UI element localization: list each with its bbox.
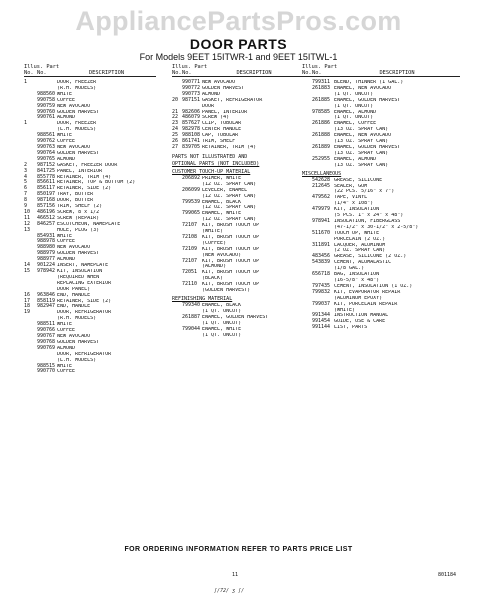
part-number: 990772 [182, 84, 201, 91]
part-number: 261888 [312, 132, 331, 139]
part-description: (1 QT. UNCUT) [202, 332, 242, 338]
part-number: 212645 [312, 182, 331, 189]
part-description: ALMOND [57, 156, 76, 162]
parts-column-1 [24, 64, 156, 375]
part-description: ENAMEL, ALMOND [334, 156, 377, 162]
part-description: (1 QT. UNCUT) [334, 91, 374, 97]
part-number: 261887 [182, 313, 201, 320]
part-number: 988108 [182, 132, 201, 139]
part-number: 799340 [182, 302, 201, 308]
illus-no [302, 163, 312, 169]
header-illus-part: Illus. Part [24, 64, 60, 70]
part-description: GREASE, SILICONE [334, 177, 383, 183]
part-number: 799044 [182, 325, 201, 332]
part-row [172, 333, 306, 339]
part-description: WHITE [57, 91, 73, 97]
section-heading-refinishing: REFINISHING MATERIAL [172, 296, 233, 302]
part-description: RETAINER, SIDE (2) [57, 298, 112, 304]
part-number: 990768 [37, 338, 56, 345]
parts-list [302, 178, 460, 332]
part-description: ENAMEL, BLACK [202, 199, 242, 205]
part-description: CENTER HANDLE [202, 127, 242, 133]
part-description: DOOR, REFRIGERATOR [57, 310, 112, 316]
part-description: TRIM, SHELF [202, 139, 236, 145]
page-subtitle: For Models 9EET 15ITWR-1 and 9EET 15ITWL-1 [139, 52, 338, 62]
part-number: 479562 [312, 194, 331, 201]
part-description: DOOR PANEL) [57, 286, 91, 292]
part-description: (L.H. MODELS) [57, 127, 97, 133]
part-description: (13 OZ. SPRAY CAN) [334, 139, 389, 145]
part-number: 991344 [312, 312, 331, 319]
part-description: BAG, INSULATION [334, 272, 380, 278]
part-description: GOLDEN HARVEST [57, 150, 100, 156]
part-number: 542628 [312, 176, 331, 183]
part-number: 72108 [182, 233, 198, 240]
part-number: 990771 [182, 79, 201, 85]
part-number: 987152 [37, 161, 56, 168]
part-number: 856117 [37, 185, 56, 192]
part-description: (WHITE) [202, 229, 224, 235]
header-no: No. [24, 70, 34, 76]
part-number: 990762 [37, 138, 56, 145]
part-description: KIT, EVAPORATOR REPAIR [334, 289, 401, 295]
page-title: DOOR PARTS [189, 36, 288, 52]
part-number: 799065 [182, 210, 201, 217]
part-number: 206892 [182, 174, 201, 181]
part-description: COFFEE [57, 239, 76, 245]
part-number: 466512 [37, 214, 56, 221]
section-heading-miscellaneous: MISCELLANEOUS [302, 170, 342, 177]
part-description: ENAMEL, COFFEE [334, 121, 377, 127]
part-description: KIT, BRUSH TOUCH UP [202, 246, 260, 252]
part-description: ALMOND [202, 91, 221, 97]
part-number: 988978 [37, 238, 56, 245]
illus-no: 22 [172, 114, 179, 121]
part-description: LACQUER, ALUMINUM [334, 242, 386, 248]
part-description: PORCELAIN (2 OZ.) [334, 236, 386, 242]
part-number: 990770 [37, 368, 56, 375]
part-description: (47-1/2" x 30-1/2" x 2-5/8") [334, 224, 419, 230]
part-description: RETAINER, TRIM (4) [57, 174, 112, 180]
part-number: 799539 [182, 198, 201, 205]
part-description: (1 QT. UNCUT) [202, 320, 242, 326]
part-description: DOOR, FREEZER [57, 121, 97, 127]
illus-no: 25 [172, 132, 179, 139]
part-description: (2 OZ. SPRAY CAN) [334, 248, 386, 254]
illus-no: 20 [172, 96, 179, 103]
part-number: 990760 [37, 108, 56, 115]
part-description: TOUCH UP, WHITE [334, 230, 380, 236]
part-description: (16-5/8" x 48") [334, 278, 380, 283]
part-number: 978585 [312, 108, 331, 115]
part-number: 978942 [37, 268, 56, 274]
part-number: 857156 [37, 203, 56, 210]
illus-no: 8 [24, 197, 28, 204]
part-number: 846257 [37, 220, 56, 227]
part-description: GASKET, REFRIGERATOR [202, 97, 263, 103]
illus-no: 10 [24, 208, 31, 215]
part-number: 990761 [37, 114, 56, 121]
part-description: DOOR, BUTTER [57, 198, 94, 204]
illus-no: 15 [24, 268, 31, 274]
illus-no: 6 [24, 185, 28, 192]
part-number: 990767 [37, 332, 56, 339]
part-number: 990759 [37, 102, 56, 109]
part-description: CEMENT, ALUMALASTIC [334, 260, 392, 266]
part-description: REPLACING EXTERIOR [57, 280, 112, 286]
part-description: ENAMEL, GOLDEN HARVEST [334, 97, 401, 103]
parts-list [172, 80, 306, 151]
header-part-no: No. [312, 70, 322, 76]
illus-no: 24 [172, 126, 179, 133]
part-description: CAP, TUBULAR [202, 133, 239, 139]
part-description: KIT, BRUSH TOUCH UP [202, 234, 260, 240]
illus-no: 13 [24, 226, 31, 233]
part-description: COFFEE [57, 139, 76, 145]
part-description: END, HANDLE [57, 304, 91, 310]
part-number: 982606 [182, 108, 201, 115]
part-description: KIT, BRUSH TOUCH UP [202, 258, 260, 264]
part-number: 990769 [37, 344, 56, 351]
part-number: 799311 [312, 79, 331, 85]
part-description: GREASE, SILICONE (2 OZ.) [334, 254, 407, 260]
part-description: END, HANDLE [57, 292, 91, 298]
part-number: 72051 [182, 269, 198, 276]
illus-no [24, 369, 37, 375]
part-description: ENAMEL, GOLDEN HARVEST [202, 314, 269, 320]
part-description: SCREW, 8 x 1/2 [57, 209, 100, 215]
part-number [182, 333, 202, 339]
part-number: 261885 [312, 96, 331, 103]
part-number: 656718 [312, 271, 331, 278]
illus-no [172, 333, 182, 339]
parts-list [24, 80, 156, 375]
part-number: 854931 [37, 232, 56, 239]
column-header [24, 64, 156, 77]
part-description: (L.H. MODELS) [57, 357, 97, 363]
part-description: TRIM, SHELF (2) [57, 204, 103, 210]
part-description: NEW AVOCADO [57, 245, 91, 251]
part-description: (R.H. MODELS) [57, 316, 97, 322]
part-description: (GOLDEN HARVEST) [202, 288, 251, 294]
part-number: 72110 [182, 281, 198, 288]
part-number: 990758 [37, 96, 56, 103]
part-description: WHITE [57, 363, 73, 369]
part-description: ENAMEL, WHITE [202, 211, 242, 217]
part-description: (12 OZ. SPRAY CAN) [202, 181, 257, 187]
parts-column-3 [302, 64, 460, 331]
part-number: 988515 [37, 362, 56, 369]
part-description: LIST, PARTS [334, 325, 368, 331]
ordering-footer: FOR ORDERING INFORMATION REFER TO PARTS PRICE LIST [124, 546, 353, 553]
part-number: 261883 [312, 84, 331, 91]
illus-no: 12 [24, 220, 31, 227]
part-description: DOOR [202, 103, 215, 109]
part-description: (12 OZ. SPRAY CAN) [202, 205, 257, 211]
column-header [172, 64, 306, 77]
part-number: 543839 [312, 259, 331, 266]
part-description: RETAINER, SIDE (2) [57, 186, 112, 192]
part-number: 858119 [37, 297, 56, 304]
part-number: 987151 [182, 96, 201, 103]
part-description: ESCUTCHEON, NAMEPLATE [57, 221, 121, 227]
illus-no: 26 [172, 138, 179, 145]
document-code: 801184 [438, 572, 457, 578]
part-description: ENAMEL, GOLDEN HARVEST [334, 144, 401, 150]
part-description: LEVELER, ENAMEL [202, 187, 248, 193]
part-description: BLEND, THINNER (1 GAL.) [334, 80, 404, 85]
part-number: 797435 [312, 282, 331, 289]
part-number: 841725 [37, 167, 56, 174]
part-description: GOLDEN HARVEST [202, 85, 245, 91]
part-description: (WHITE) [334, 307, 356, 313]
part-description: (12 OZ. SPRAY CAN) [202, 193, 257, 199]
part-number: 856611 [37, 179, 56, 186]
part-number: 511670 [312, 229, 331, 236]
part-description: (5 PCS. 1" x 24" x 48") [334, 213, 404, 219]
part-number: 799832 [312, 288, 331, 295]
part-description: KIT, PORCELAIN REPAIR [334, 301, 398, 307]
parts-list [172, 303, 306, 338]
note-line: PARTS NOT ILLUSTRATED AND [172, 153, 248, 160]
part-number: 311891 [312, 241, 331, 248]
part-description: (22 PCS. 5/16" x 7") [334, 189, 395, 195]
part-description: (12 OZ. SPRAY CAN) [202, 217, 257, 223]
part-description: (13 OZ. SPRAY CAN) [334, 150, 389, 156]
part-description: WHITE [57, 233, 73, 239]
part-number: 978941 [312, 217, 331, 224]
part-description: (R.H. MODELS) [57, 85, 97, 91]
part-description: ENAMEL, BLACK [202, 303, 242, 308]
part-description: (NEW AVOCADO) [202, 252, 242, 258]
part-description: ENAMEL, NEW AVOCADO [334, 85, 392, 91]
part-description: SCREW (REPAIR) [57, 215, 100, 221]
part-description: INSERT, NAMEPLATE [57, 263, 109, 269]
part-description: ALMOND [57, 115, 76, 121]
part-number: 982947 [37, 303, 56, 310]
part-description: KIT, BRUSH TOUCH UP [202, 282, 260, 288]
part-description: (13 OZ. SPRAY CAN) [334, 162, 389, 168]
illus-no: 21 [172, 108, 179, 115]
part-number: 988560 [37, 90, 56, 97]
part-number: 839705 [182, 143, 201, 150]
part-number: 261886 [312, 120, 331, 127]
part-number: 252955 [312, 155, 331, 162]
part-number: 988511 [37, 321, 56, 328]
part-number: 988980 [37, 244, 56, 251]
parts-list [172, 176, 306, 294]
parts-list [302, 80, 460, 169]
parts-column-2 [172, 64, 306, 338]
part-description: (1 QT. UNCUT) [334, 103, 374, 109]
header-description: DESCRIPTION [379, 70, 415, 76]
part-description: COFFEE [57, 97, 76, 103]
part-number: 990765 [37, 155, 56, 162]
part-number: 479979 [312, 206, 331, 213]
part-description: COFFEE [57, 328, 76, 334]
part-number [312, 163, 334, 169]
part-description: GOLDEN HARVEST [57, 339, 100, 345]
part-number: 486079 [182, 114, 201, 121]
part-description: (1/8 GAL.) [334, 266, 365, 272]
part-description: (COFFEE) [202, 240, 227, 246]
part-description: NEW AVOCADO [57, 333, 91, 339]
part-description: TAPE, VINYL [334, 195, 368, 201]
illus-no: 14 [24, 262, 31, 269]
header-description: DESCRIPTION [88, 70, 125, 76]
part-number: 988979 [37, 250, 56, 257]
page-number: 11 [232, 572, 239, 578]
part-description: ENAMEL, ALMOND [334, 109, 377, 115]
illus-no: 18 [24, 303, 31, 310]
part-description: WHITE [57, 322, 73, 328]
header-part-no: No. [37, 70, 47, 76]
part-description: HOLE, PLUG (3) [57, 227, 100, 233]
part-description: (1 QT. UNCUT) [202, 308, 242, 314]
watermark-text: AppliancePartsPros.com [75, 6, 402, 36]
part-description: KIT, INSULATION [334, 207, 380, 213]
part-number: 261889 [312, 143, 331, 150]
part-description: RETAINER, TOP & BOTTOM (2) [57, 180, 136, 186]
part-description: INSULATION, FIBERGLASS [334, 218, 401, 224]
part-number: 72109 [182, 245, 198, 252]
part-description: (1/4" x 108") [334, 201, 374, 207]
note-line: OPTIONAL PARTS (NOT INCLUDED) [172, 160, 260, 167]
illus-no: 11 [24, 214, 31, 221]
part-number: 483456 [312, 253, 331, 260]
illus-no: 23 [172, 120, 179, 127]
part-number: 901224 [37, 262, 56, 269]
illus-no [172, 288, 182, 294]
part-description: ENAMEL, WHITE [202, 326, 242, 332]
part-description: (1 QT. UNCUT) [334, 115, 374, 121]
part-description: CLIP, TUBULAR [202, 121, 242, 127]
part-description: GUIDE, USE & CARE [334, 319, 386, 325]
illus-no: 16 [24, 291, 31, 298]
part-description: GOLDEN HARVEST [57, 109, 100, 115]
part-description: ENAMEL, NEW AVOCADO [334, 133, 392, 139]
header-no: No. [172, 70, 182, 76]
part-number: 990763 [37, 143, 56, 150]
illus-no: 7 [24, 191, 28, 198]
part-description: DOOR, REFRIGERATOR [57, 351, 112, 357]
part-description: KIT, INSULATION [57, 269, 103, 274]
part-description: KIT, BRUSH TOUCH UP [202, 270, 260, 276]
part-number: 982978 [182, 126, 201, 133]
part-number: 990773 [182, 90, 201, 97]
part-number: 990764 [37, 149, 56, 156]
illus-no: 19 [24, 309, 31, 316]
part-description: PANEL, INTERIOR [202, 109, 248, 115]
part-number: 857627 [182, 120, 201, 127]
part-description: (ALMOND) [202, 264, 227, 270]
header-no: No. [302, 70, 312, 76]
part-row [302, 325, 460, 331]
part-description: TRAY, BUTTER [57, 192, 94, 198]
illus-no: 3 [24, 167, 28, 174]
part-description: INSTRUCTION MANUAL [334, 313, 389, 319]
illus-no: 1 [24, 79, 28, 85]
header-part-no: No. [182, 70, 192, 76]
part-description: (REQUIRED WHEN [57, 274, 100, 280]
illus-no: 4 [24, 173, 28, 180]
part-number: 988977 [37, 256, 56, 263]
part-row [24, 369, 156, 375]
part-number: 987168 [37, 197, 56, 204]
part-number: 72107 [182, 257, 198, 264]
illus-no: 5 [24, 179, 28, 186]
column-header [302, 64, 460, 77]
part-description: (13 OZ. SPRAY CAN) [334, 127, 389, 133]
illus-no [302, 325, 312, 331]
part-description: (BLACK) [202, 276, 224, 282]
illus-no: 1 [24, 120, 28, 127]
part-number: 963846 [37, 291, 56, 298]
section-heading-touch-up: CUSTOMER TOUCH-UP MATERIAL [172, 168, 251, 175]
header-illus-part: Illus. Part [172, 64, 208, 70]
part-row [172, 288, 306, 294]
part-description: PANEL, INTERIOR [57, 168, 103, 174]
part-description: NEW AVOCADO [57, 103, 91, 109]
illus-no: 2 [24, 161, 28, 168]
part-description: NEW AVOCADO [202, 80, 236, 85]
part-description: ALMOND [57, 257, 76, 263]
part-number: 486196 [37, 208, 56, 215]
part-description: CEMENT, INSULATION (1 OZ.) [334, 283, 413, 289]
part-description: DOOR, FREEZER [57, 80, 97, 85]
part-description: ALMOND [57, 345, 76, 351]
part-description: COFFEE [57, 369, 76, 375]
part-number: 850197 [37, 191, 56, 198]
illus-no: 9 [24, 203, 28, 210]
part-description: SEALER, GUM [334, 183, 368, 189]
part-description: PRIMER, WHITE [202, 175, 242, 181]
part-number: 861741 [182, 138, 201, 145]
part-number: 855778 [37, 173, 56, 180]
part-row [172, 145, 306, 151]
part-number: 206099 [182, 186, 201, 193]
header-illus-part: Illus. Part [302, 64, 338, 70]
part-number: 991454 [312, 318, 331, 325]
part-description: GASKET, FREEZER DOOR [57, 162, 118, 168]
part-description: RETAINER, TRIM (4) [202, 144, 257, 150]
part-row [302, 163, 460, 169]
part-number: 991144 [312, 324, 331, 331]
part-number: 799037 [312, 300, 331, 307]
header-description: DESCRIPTION [236, 70, 272, 76]
part-description: KIT, BRUSH TOUCH UP [202, 223, 260, 229]
part-number [182, 288, 202, 294]
illus-no: 17 [24, 297, 31, 304]
part-description: SCREW (4) [202, 115, 230, 121]
part-number: 990766 [37, 327, 56, 334]
handwritten-mark: ʃ/72/ ʒ ʃ/ [214, 588, 245, 594]
part-number: 72107 [182, 222, 198, 229]
illus-no: 27 [172, 143, 179, 150]
part-description: (ALUMINUM EPOXY) [334, 295, 383, 301]
part-number: 988561 [37, 132, 56, 139]
part-description: NEW AVOCADO [57, 144, 91, 150]
part-description: GOLDEN HARVEST [57, 251, 100, 257]
part-description: WHITE [57, 133, 73, 139]
